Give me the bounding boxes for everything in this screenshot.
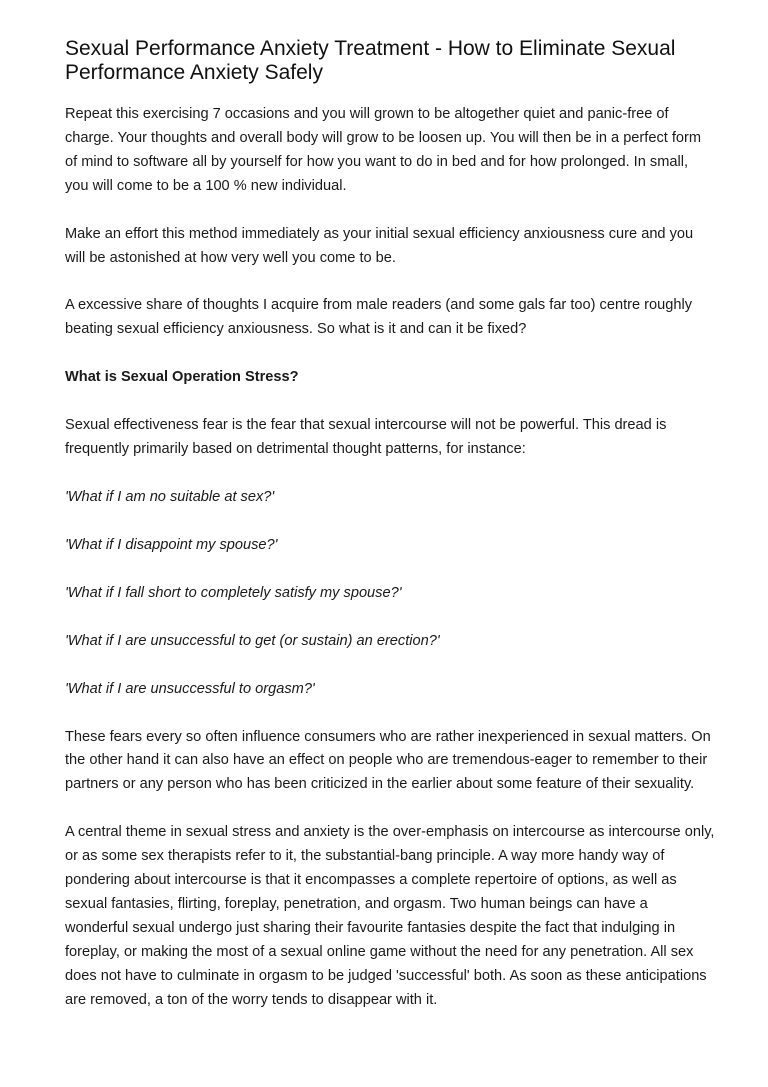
document-page xyxy=(65,37,715,1036)
quote-disappoint: 'What if I disappoint my spouse?' xyxy=(65,536,278,553)
paragraph-exercise: Repeat this exercising 7 occasions and you will grown to be altogether quiet and panic-free of charge. Your thoughts and overall body will grow to be loosen up. You will then be in a perfect form of mind to software all by yourself for how you want to do in bed and for how prolonged. In small, you will come to be a 100 % new individual. xyxy=(65,106,702,194)
paragraph-central-theme: A central theme in sexual stress and anxiety is the over-emphasis on intercourse as intercourse only, or as some sex therapists refer to it, the substantial-bang principle. A way more handy way of pondering about intercourse is that it encompasses a complete repertoire of options, as well as sexual fantasies, flirting, foreplay, penetration, and orgasm. Two human beings can have a wonderful sexual undergo just sharing their favourite fantasies despite the fact that indulging in foreplay, or making the most of a sexual online game without the need for any penetration. All sex does not have to culminate in orgasm to be judged 'successful' both. As soon as these anticipations are removed, a ton of the worry tends to disappear with it. xyxy=(65,824,715,1008)
quote-orgasm: 'What if I are unsuccessful to orgasm?' xyxy=(65,680,315,697)
paragraph-fears: These fears every so often influence consumers who are rather inexperienced in sexual matters. On the other hand it can also have an effect on people who are tremendous-eager to remember to their partners or any person who has been criticized in the earlier about some feature of their sexuality. xyxy=(65,728,711,793)
document-title: Sexual Performance Anxiety Treatment - How to Eliminate Sexual Performance Anxiety Safely xyxy=(65,37,676,84)
quote-erection: 'What if I are unsuccessful to get (or sustain) an erection?' xyxy=(65,632,440,649)
paragraph-definition: Sexual effectiveness fear is the fear that sexual intercourse will not be powerful. This dread is frequently primarily based on detrimental thought patterns, for instance: xyxy=(65,417,667,458)
paragraph-readers: A excessive share of thoughts I acquire from male readers (and some gals far too) centre roughly beating sexual efficiency anxiousness. So what is it and can it be fixed? xyxy=(65,297,693,338)
paragraph-try-method: Make an effort this method immediately as your initial sexual efficiency anxiousness cure and you will be astonished at how very well you come to be. xyxy=(65,225,694,266)
section-heading: What is Sexual Operation Stress? xyxy=(65,369,299,386)
quote-no-good: 'What if I am no suitable at sex?' xyxy=(65,488,275,505)
quote-satisfy: 'What if I fall short to completely satisfy my spouse?' xyxy=(65,584,402,601)
